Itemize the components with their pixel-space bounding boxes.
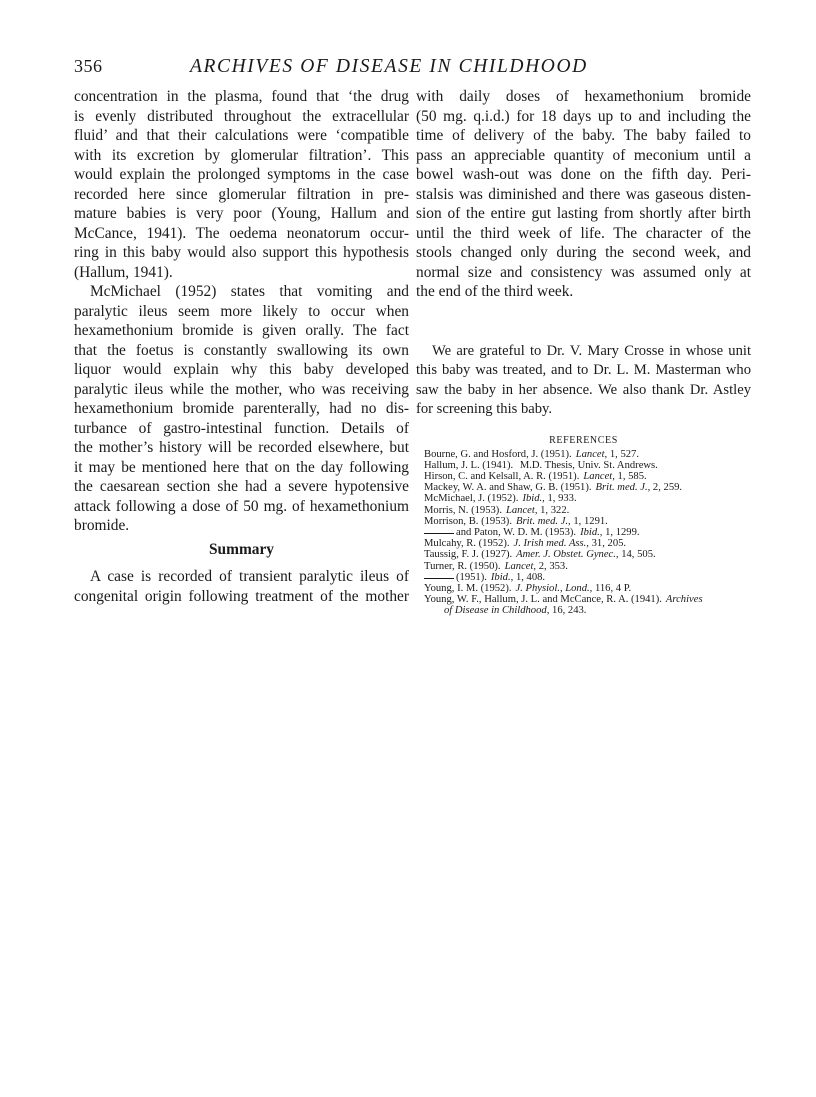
text-line: that the foetus is constantly swallowing its own — [74, 341, 409, 359]
text-line: We are grateful to Dr. V. Mary Crosse in whose unit — [432, 342, 751, 359]
right-column — [416, 87, 751, 617]
references-list — [416, 449, 751, 617]
ditto-dash — [424, 572, 454, 579]
text-line: is evenly distributed throughout the extracellular — [74, 107, 409, 125]
text-line: paralytic ileus while the mother, who was receiving — [74, 380, 409, 398]
paragraph-plasma — [74, 87, 409, 282]
text-line: (50 mg. q.i.d.) for 18 days up to and including the — [416, 107, 751, 125]
text-line: with daily doses of hexamethonium bromide — [416, 88, 751, 105]
journal-title: ARCHIVES OF DISEASE IN CHILDHOOD — [190, 56, 588, 77]
text-line: would explain the prolonged symptoms in the case — [74, 166, 409, 183]
text-line: it may be mentioned here that on the day following — [74, 458, 409, 476]
reference-item: Mackey, W. A. and Shaw, G. B. (1951). Brit. med. J., 2, 259. — [424, 482, 683, 494]
text-line: bowel wash-out was done on the fifth day. Peri- — [416, 166, 751, 183]
text-line: McMichael (1952) states that vomiting and — [90, 283, 409, 300]
text-line: pass an appreciable quantity of meconium until a — [416, 146, 751, 164]
reference-item: and Paton, W. D. M. (1953). Ibid., 1, 1299. — [424, 527, 751, 538]
reference-item: Mulcahy, R. (1952). J. Irish med. Ass., 31, 205. — [424, 538, 627, 550]
reference-item: Morris, N. (1953). Lancet, 1, 322. — [424, 504, 570, 516]
text-line: congenital origin following treatment of the mother — [74, 587, 409, 605]
text-line: sion of the entire gut lasting from shortly after birth — [416, 205, 751, 222]
text-line: stalsis was diminished and there was gaseous disten- — [416, 185, 751, 203]
text-line: attack following a dose of 50 mg. of hexamethonium — [74, 497, 409, 515]
text-line: until the third week of life. The character of the — [416, 224, 751, 242]
paragraph-summary — [74, 567, 409, 606]
reference-item: Taussig, F. J. (1927). Amer. J. Obstet. Gynec., 14, 505. — [424, 549, 656, 561]
text-line: this baby was treated, and to Dr. L. M. Masterman who — [416, 362, 751, 378]
text-line: turbance of gastro-intestinal function. Details of — [74, 419, 409, 437]
text-line: McCance, 1941). The oedema neonatorum occur- — [74, 224, 409, 242]
text-line: fluid’ and that their calculations were ‘compatible — [74, 127, 409, 144]
reference-continuation: of Disease in Childhood, 16, 243. — [444, 605, 587, 617]
reference-item: McMichael, J. (1952). Ibid., 1, 933. — [424, 493, 577, 505]
text-line: ring in this baby would also support this hypothesis — [74, 244, 409, 261]
text-line: A case is recorded of transient paralytic ileus of — [90, 568, 409, 585]
acknowledgements — [416, 342, 751, 420]
reference-item: Young, I. M. (1952). J. Physiol., Lond., 116, 4 P. — [424, 582, 632, 594]
reference-item: (1951). Ibid., 1, 408. — [424, 572, 751, 583]
text-line: time of delivery of the baby. The baby failed to — [416, 127, 751, 144]
reference-item: Young, W. F., Hallum, J. L. and McCance, R. A. (1941). Archives — [424, 594, 703, 606]
reference-item: Bourne, G. and Hosford, J. (1951). Lancet, 1, 527. — [424, 448, 639, 460]
paragraph-case — [416, 87, 751, 302]
page-header — [74, 56, 744, 82]
text-line: normal size and consistency was assumed only at — [416, 263, 751, 281]
ditto-dash — [424, 527, 454, 534]
text-line: paralytic ileus seem more likely to occur when — [74, 302, 409, 320]
text-line: concentration in the plasma, found that ‘the drug — [74, 88, 409, 105]
text-line: for screening this baby. — [416, 401, 553, 417]
page-number: 356 — [74, 56, 103, 76]
references-heading: REFERENCES — [549, 434, 618, 446]
left-column — [74, 87, 409, 606]
reference-item: Hirson, C. and Kelsall, A. R. (1951). Lancet, 1, 585. — [424, 470, 647, 482]
text-line: (Hallum, 1941). — [74, 263, 173, 281]
text-line: hexamethonium bromide is given orally. The fact — [74, 322, 409, 339]
text-line: bromide. — [74, 517, 130, 534]
text-line: the caesarean section she had a severe hypotensive — [74, 478, 409, 495]
text-line: recorded here since glomerular filtration in pre- — [74, 185, 409, 203]
reference-item: Turner, R. (1950). Lancet, 2, 353. — [424, 560, 568, 572]
text-line: mature babies is very poor (Young, Hallum and — [74, 205, 409, 222]
text-line: saw the baby in her absence. We also thank Dr. Astley — [416, 381, 751, 398]
text-line: liquor would explain why this baby developed — [74, 361, 409, 378]
text-line: hexamethonium bromide parenterally, had no dis- — [74, 400, 409, 417]
paragraph-mcmichael — [74, 282, 409, 536]
summary-heading: Summary — [209, 540, 274, 558]
text-line: the mother’s history will be recorded elsewhere, but — [74, 439, 409, 456]
text-line: with its excretion by glomerular filtration’. This — [74, 146, 409, 164]
reference-item: Morrison, B. (1953). Brit. med. J., 1, 1291. — [424, 515, 608, 527]
text-line: the end of the third week. — [416, 283, 574, 300]
reference-item: Hallum, J. L. (1941). M.D. Thesis, Univ. St. Andrews. — [424, 459, 658, 471]
text-line: stools changed only during the second week, and — [416, 244, 751, 261]
